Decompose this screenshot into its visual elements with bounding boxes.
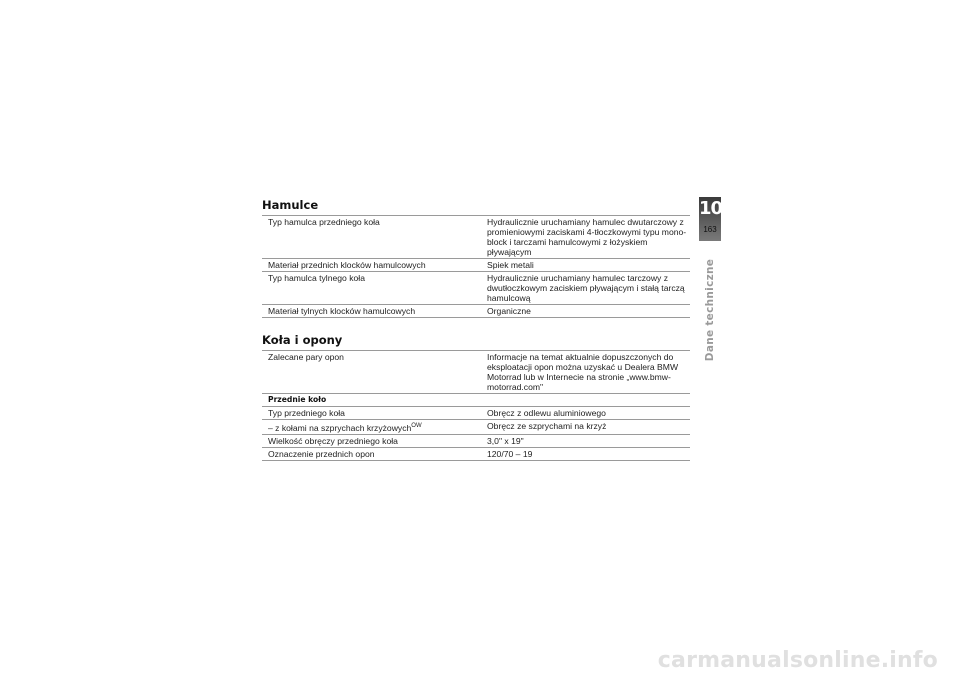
row-value: Hydraulicznie uruchamiany hamulec dwutarczowy z promieniowymi zaciskami 4-tłoczkowymi typu mono-block i tarczami hamulcowymi z łożyskiem pływającym (487, 217, 687, 257)
dash-marker: – (268, 422, 273, 433)
row-value: Obręcz ze szprychami na krzyż (487, 421, 607, 431)
option-label: z kołami na szprychach krzyżowych (272, 422, 412, 433)
row-label: Materiał tylnych klocków hamulcowych (268, 306, 416, 316)
row-label: Typ hamulca tylnego koła (268, 273, 365, 283)
table-row (262, 216, 690, 259)
table-row (262, 407, 690, 420)
table-row (262, 272, 690, 305)
row-label: Typ hamulca przedniego koła (268, 217, 380, 227)
table-row (262, 259, 690, 272)
brakes-table (262, 215, 690, 318)
row-value: Informacje na temat aktualnie dopuszczonych do eksploatacji opon można uzyskać u Dealera BMW Motorrad lub w Internecie na stronie „www.bmw-motorrad.com" (487, 352, 679, 392)
page-number: 163 (703, 225, 717, 234)
table-row (262, 351, 690, 394)
row-value: Hydraulicznie uruchamiany hamulec tarczowy z dwutłoczkowym zaciskiem pływającym i stałą tarczą hamulcową (487, 273, 685, 303)
row-label: Materiał przednich klocków hamulcowych (268, 260, 426, 270)
side-title: Dane techniczne (704, 258, 716, 362)
manual-content (262, 197, 690, 461)
option-code: OW (411, 423, 422, 429)
row-label-option (262, 420, 481, 435)
table-row (262, 434, 690, 447)
table-row (262, 305, 690, 318)
watermark: carmanualsonline.info (657, 648, 938, 673)
section-title-brakes: Hamulce (262, 198, 319, 212)
row-value: 120/70 – 19 (487, 448, 533, 459)
row-value: 3,0" x 19" (487, 435, 524, 446)
row-value: Obręcz z odlewu aluminiowego (487, 408, 606, 418)
row-label: Typ przedniego koła (268, 408, 345, 418)
table-row (262, 394, 690, 407)
wheels-table (262, 350, 690, 461)
chapter-number: 10 (699, 198, 723, 219)
row-label: Wielkość obręczy przedniego koła (268, 435, 398, 446)
section-title-wheels: Koła i opony (262, 333, 343, 347)
row-label: Zalecane pary opon (268, 352, 344, 362)
subheading-front-wheel: Przednie koło (268, 395, 327, 404)
row-value: Organiczne (487, 306, 531, 316)
table-row (262, 420, 690, 435)
table-row (262, 447, 690, 460)
chapter-tab (699, 197, 721, 241)
side-title-container (700, 250, 720, 370)
row-value: Spiek metali (487, 260, 534, 270)
row-label: Oznaczenie przednich opon (268, 448, 375, 459)
